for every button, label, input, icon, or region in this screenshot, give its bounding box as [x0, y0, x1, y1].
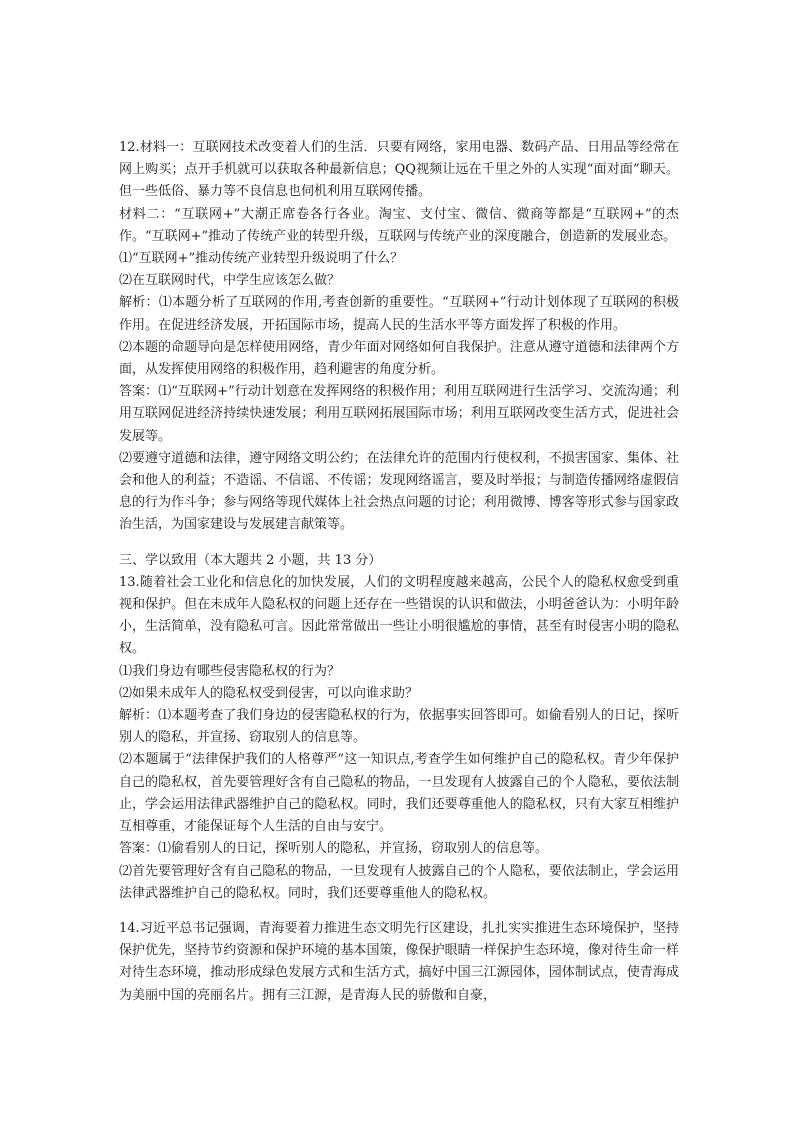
q12-analysis-2: ⑵本题的命题导向是怎样使用网络，青少年面对网络如何自我保护。注意从遵守道德和法律两个方面，从发挥使用网络的积极作用，趋利避害的角度分析。 [119, 339, 679, 378]
q13-answer-2: ⑵首先要管理好含有自己隐私的物品，一旦发现有人披露自己的个人隐私，要依法制止，学会运用法律武器维护自己的隐私权。同时，我们还要尊重他人的隐私权。 [119, 863, 679, 901]
q14-stem: 14.习近平总书记强调，青海要着力推进生态文明先行区建设，扎扎实实推进生态环境保护，坚持保护优先，坚持节约资源和保护环境的基本国策，像保护眼睛一样保护生态环境，像对待生命一样对待生态环境，推动形成绿色发展方式和生活方式，搞好中国三江源园体，园体制试点，使青海成为美丽中国的亮丽名片。拥有三江源，是青海人民的骄傲和自豪， [119, 920, 679, 1003]
q12-analysis-1: 解析：⑴本题分析了互联网的作用,考查创新的重要性。“互联网+”行动计划体现了互联网的积极作用。在促进经济发展，开拓国际市场，提高人民的生活水平等方面发挥了积极的作用。 [119, 295, 679, 333]
q13-answer-1: 答案：⑴偷看别人的日记，探听别人的隐私，并宣扬，窃取别人的信息等。 [119, 841, 549, 857]
q12-material-one: 12.材料一：互联网技术改变着人们的生活．只要有网络，家用电器、数码产品、日用品等经常在网上购买；点开手机就可以获取各种最新信息；QQ视频让远在千里之外的人实现“面对面”聊天。但一些低俗、暴力等不良信息也伺机利用互联网传播。 [119, 140, 679, 200]
section-spacer [119, 537, 679, 550]
q13-question-2: ⑵如果未成年人的隐私权受到侵害，可以向谁求助？ [119, 685, 419, 701]
q13-question-1: ⑴我们身边有哪些侵害隐私权的行为？ [119, 663, 341, 679]
section-heading: 三、学以致用（本大题共 2 小题，共 13 分） [119, 552, 382, 568]
q12-question-2: ⑵在互联网时代，中学生应该怎么做？ [119, 273, 341, 289]
document-body [119, 137, 679, 1007]
q12-question-1: ⑴“互联网+”推动传统产业转型升级说明了什么？ [119, 251, 404, 267]
q12-material-two: 材料二：“互联网+”大潮正席卷各行各业。淘宝、支付宝、微信、微商等都是“互联网+”的杰作。“互联网+”推动了传统产业的转型升级，互联网与传统产业的深度融合，创造新的发展业态。 [119, 206, 679, 244]
q13-stem: 13.随着社会工业化和信息化的加快发展，人们的文明程度越来越高，公民个人的隐私权愈受到重视和保护。但在未成年人隐私权的问题上还存在一些错误的认识和做法，小明爸爸认为：小明年龄小，生活简单，没有隐私可言。因此常常做出一些让小明很尴尬的事情，甚至有时侵害小明的隐私权。 [119, 574, 679, 657]
q12-answer-2: ⑵要遵守道德和法律，遵守网络文明公约；在法律允许的范围内行使权利，不损害国家、集体、社会和他人的利益；不造谣、不信谣、不传谣；发现网络谣言，要及时举报；与制造传播网络虚假信息的行为作斗争；参与网络等现代媒体上社会热点问题的讨论；利用微博、博客等形式参与国家政治生活，为国家建设与发展建言献策等。 [119, 450, 679, 533]
q13-analysis-1: 解析：⑴本题考查了我们身边的侵害隐私权的行为，依据事实回答即可。如偷看别人的日记，探听别人的隐私，并宣扬、窃取别人的信息等。 [119, 708, 679, 746]
q12-answer-1: 答案：⑴“互联网+”行动计划意在发挥网络的积极作用；利用互联网进行生活学习、交流沟通；利用互联网促进经济持续快速发展；利用互联网拓展国际市场；利用互联网改变生活方式，促进社会发展等。 [119, 384, 679, 444]
q13-analysis-2: ⑵本题属于“法律保护我们的人格尊严”这一知识点,考查学生如何维护自己的隐私权。青少年保护自己的隐私权，首先要管理好含有自己隐私的物品，一旦发现有人披露自己的个人隐私，要依法制止，学会运用法律武器维护自己的隐私权。同时，我们还要尊重他人的隐私权，只有大家互相维护互相尊重，才能保证每个人生活的自由与安宁。 [119, 752, 679, 835]
section-spacer [119, 905, 679, 918]
